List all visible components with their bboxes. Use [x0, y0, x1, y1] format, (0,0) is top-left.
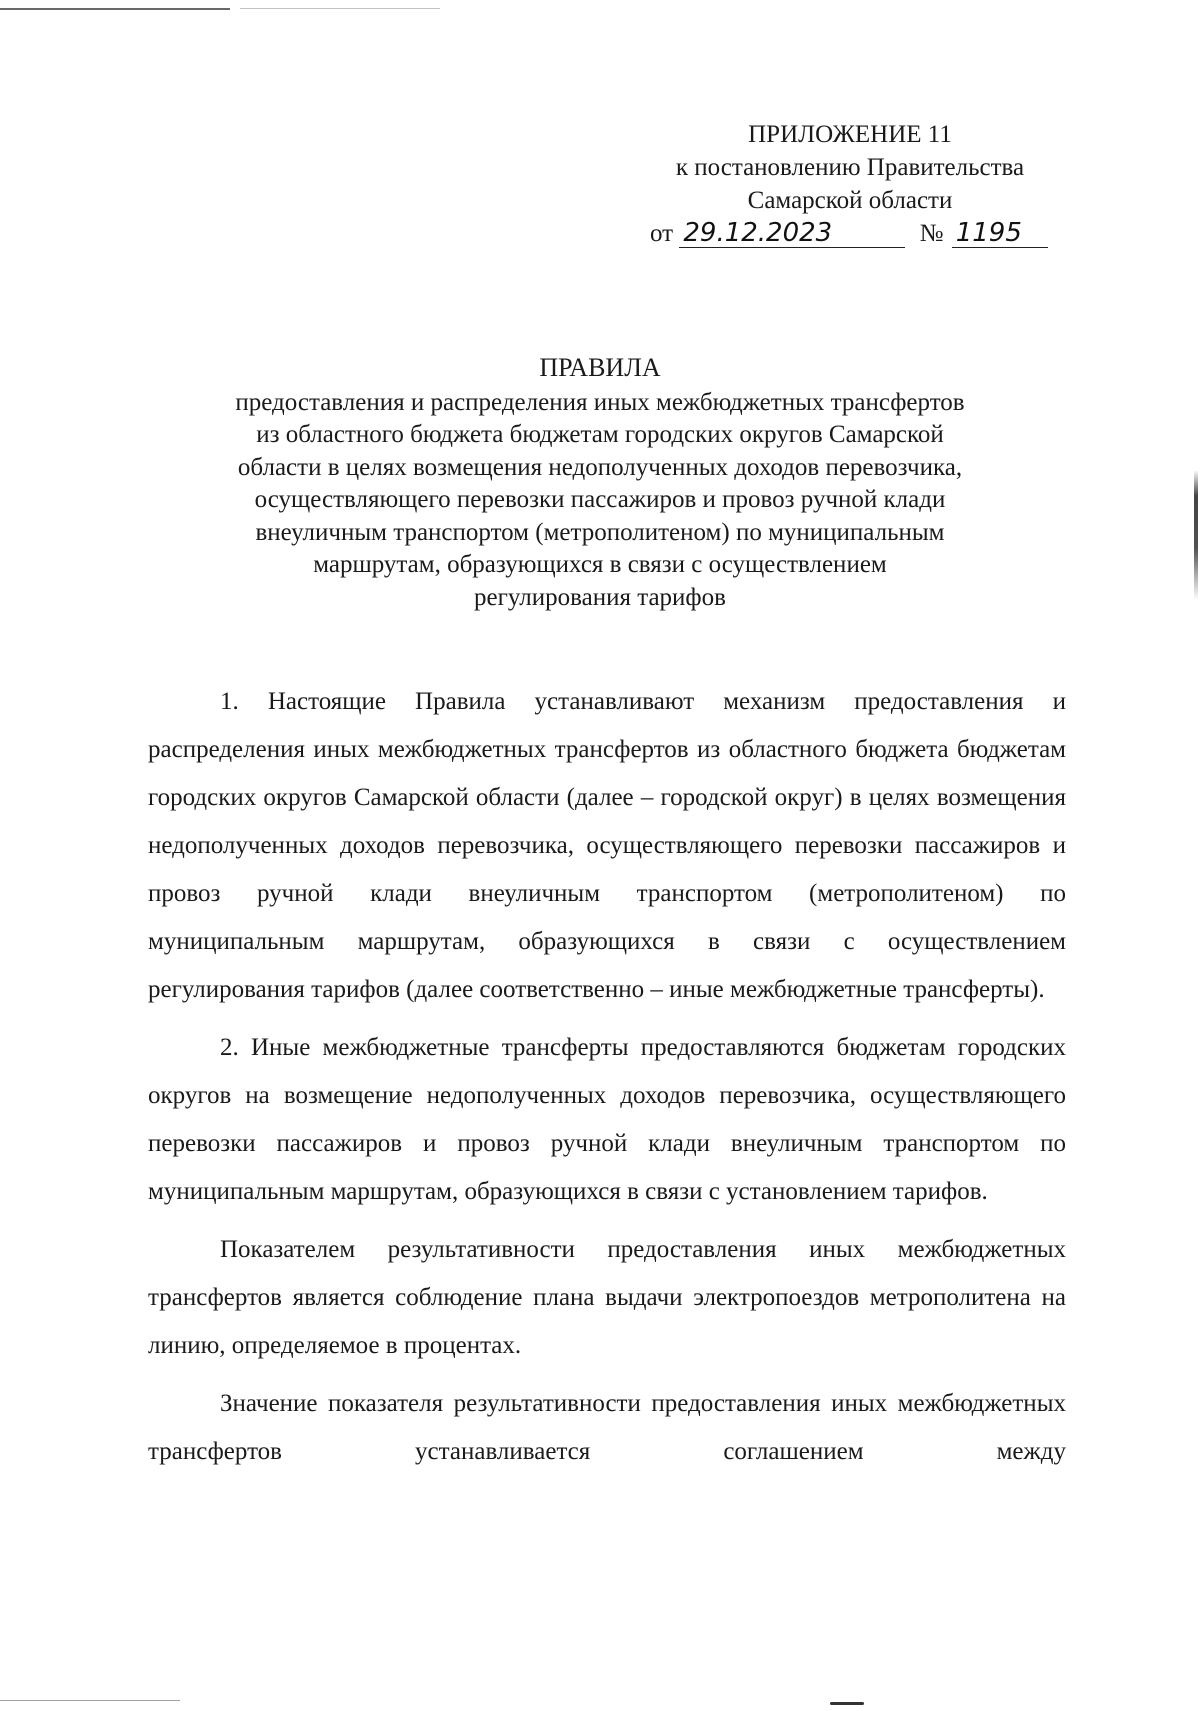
- paragraph-2: 2. Иные межбюджетные трансферты предоставляются бюджетам городских округов на возмещение недополученных доходов перевозчика, осуществляющего перевозки пассажиров и провоз ручной клади внеуличным транспортом по муниципальным маршрутам, образующихся в связи с установлением тарифов.: [148, 1034, 1066, 1205]
- handwritten-number: 1195: [952, 219, 1048, 248]
- date-number-line: [640, 217, 1060, 250]
- appendix-title: ПРИЛОЖЕНИЕ 11: [748, 121, 952, 148]
- title-main: ПРАВИЛА: [539, 353, 661, 382]
- handwritten-date: 29.12.2023: [679, 219, 905, 248]
- paragraph-3: Показателем результативности предоставления иных межбюджетных трансфертов является соблюдение плана выдачи электропоездов метрополитена на линию, определяемое в процентах.: [148, 1236, 1066, 1359]
- title-line: маршрутам, образующихся в связи с осуществлением: [313, 551, 887, 578]
- appendix-line-2: Самарской области: [747, 187, 953, 214]
- title-line: области в целях возмещения недополученных доходов перевозчика,: [237, 453, 963, 481]
- title-line: предоставления и распределения иных межбюджетных трансфертов: [235, 388, 965, 416]
- paragraph-1: 1. Настоящие Правила устанавливают механизм предоставления и распределения иных межбюджетных трансфертов из областного бюджета бюджетам городских округов Самарской области (далее – городской округ) в целях возмещения недополученных доходов перевозчика, осуществляющего перевозки пассажиров и провоз ручной клади внеуличным транспортом (метрополитеном) по муниципальным маршрутам, образующихся в связи с осуществлением регулирования тарифов (далее соответственно – иные межбюджетные трансферты).: [148, 688, 1066, 1003]
- title-line: осуществляющего перевозки пассажиров и провоз ручной клади: [254, 486, 946, 513]
- title-line: из областного бюджета бюджетам городских округов Самарской: [256, 421, 944, 448]
- date-prefix: от: [650, 220, 674, 247]
- scan-artifact-bottom: [0, 1700, 180, 1701]
- document-title: [140, 352, 1060, 614]
- scan-artifact-bottom-mark: [830, 1702, 864, 1705]
- paragraph-4: Значение показателя результативности предоставления иных межбюджетных трансфертов устанавливается соглашением между: [148, 1390, 1066, 1465]
- scan-artifact-top-2: [240, 8, 440, 9]
- appendix-line-1: к постановлению Правительства: [675, 154, 1025, 181]
- scan-artifact-top: [0, 8, 230, 10]
- title-line: внеуличным транспортом (метрополитеном) по муниципальным: [255, 518, 945, 546]
- number-sign: №: [919, 220, 944, 247]
- scan-artifact-right: [1194, 470, 1198, 600]
- title-line: регулирования тарифов: [474, 583, 726, 611]
- appendix-header: [640, 118, 1060, 250]
- document-body: [148, 678, 1066, 1486]
